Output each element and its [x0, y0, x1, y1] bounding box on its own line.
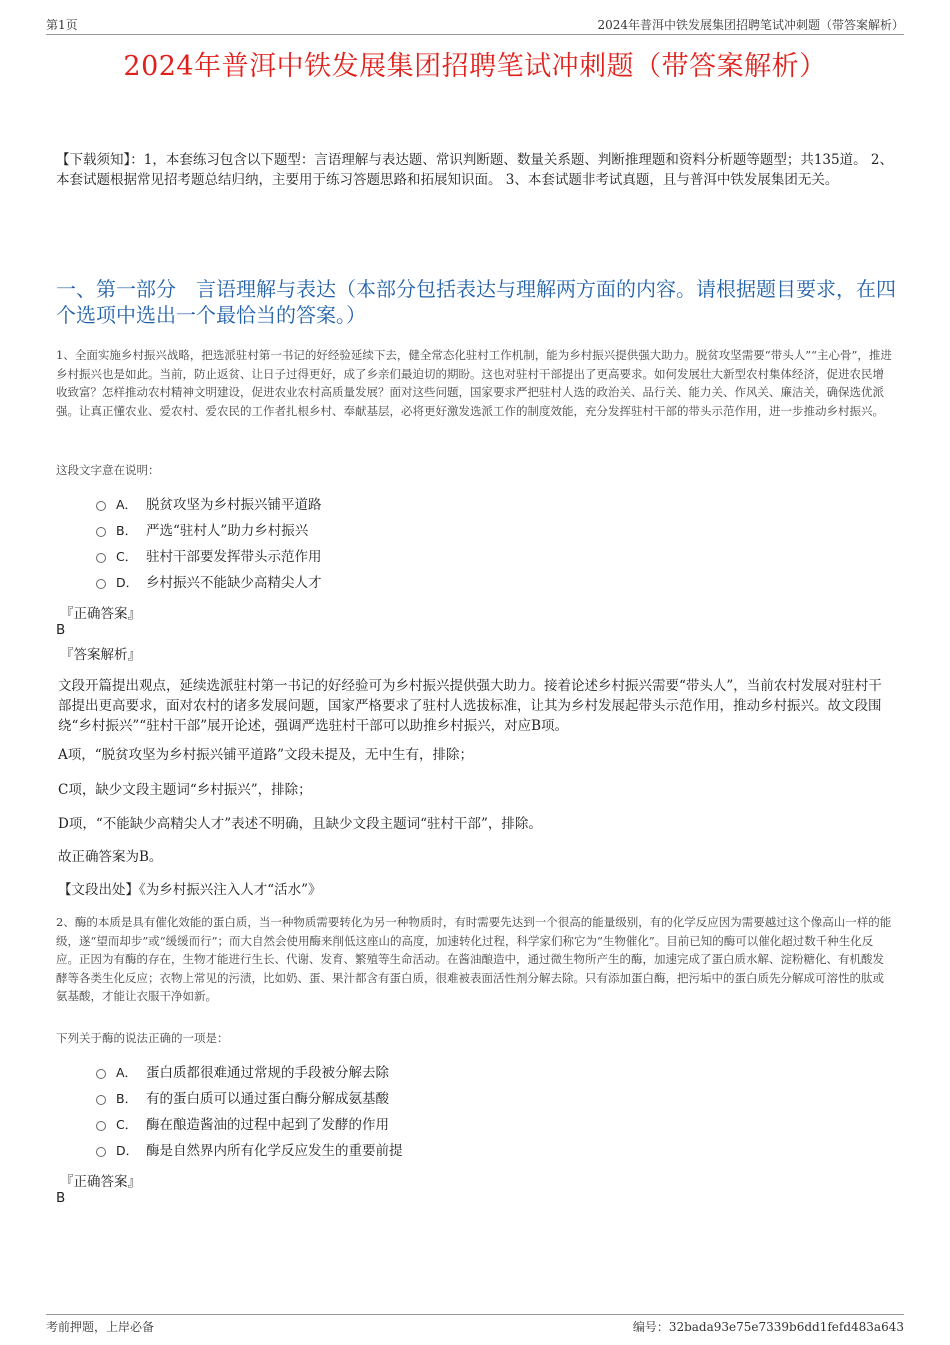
question-2-option-c[interactable]: C． 酶在酿造酱油的过程中起到了发酵的作用	[96, 1115, 389, 1135]
answer-label: 『正确答案』	[60, 606, 141, 622]
page-footer	[46, 1314, 904, 1333]
footer-slogan: 考前押题，上岸必备	[46, 1320, 155, 1334]
question-1-option-c[interactable]: C． 驻村干部要发挥带头示范作用	[96, 547, 322, 567]
question-2-option-d[interactable]: D． 酶是自然界内所有化学反应发生的重要前提	[96, 1141, 403, 1161]
question-2-option-a[interactable]: A． 蛋白质都很难通过常规的手段被分解去除	[96, 1063, 389, 1083]
analysis-paragraph: 文段开篇提出观点，延续选派驻村第一书记的好经验可为乡村振兴提供强大助力。接着论述乡村振兴需要“带头人”，当前农村发展对驻村干部提出更高要求，面对农村的诸多发展问题，国家严格要求了驻村人选拔标准，让其为乡村发展起带头示范作用，推动乡村振兴。故文段围绕“乡村振兴”“驻村干部”展开论述，强调严选驻村干部可以助推乡村振兴，对应B项。	[58, 678, 882, 734]
question-1-prompt: 这段文字意在说明：	[56, 463, 160, 477]
radio-icon[interactable]	[96, 1121, 106, 1131]
radio-icon[interactable]	[96, 553, 106, 563]
radio-icon[interactable]	[96, 1147, 106, 1157]
question-1-answer: B	[56, 622, 66, 638]
radio-icon[interactable]	[96, 1069, 106, 1079]
question-1-source: 【文段出处】《为乡村振兴注入人才“活水”》	[58, 882, 322, 898]
page-header	[46, 14, 904, 35]
question-2-answer: B	[56, 1190, 66, 1206]
page-title: 2024年普洱中铁发展集团招聘笔试冲刺题（带答案解析）	[123, 51, 827, 82]
analysis-option-c: C项，缺少文段主题词“乡村振兴”，排除；	[58, 782, 312, 798]
section-title: 一、第一部分 言语理解与表达（本部分包括表达与理解两方面的内容。请根据题目要求，在四个选项中选出一个最恰当的答案。）	[56, 277, 896, 327]
radio-icon[interactable]	[96, 501, 106, 511]
download-notice: 【下载须知】：1，本套练习包含以下题型：言语理解与表达题、常识判断题、数量关系题、判断推理题和资料分析题等题型；共135道。 2、本套试题根据常见招考题总结归纳，主要用于练习答题思路和拓展知识面。 3、本套试题非考试真题，且与普洱中铁发展集团无关。	[56, 152, 893, 188]
analysis-option-a: A项，“脱贫攻坚为乡村振兴铺平道路”文段未提及，无中生有，排除；	[58, 747, 474, 763]
analysis-label: 『答案解析』	[60, 647, 141, 663]
question-2-option-b[interactable]: B． 有的蛋白质可以通过蛋白酶分解成氨基酸	[96, 1089, 389, 1109]
analysis-option-d: D项，“不能缺少高精尖人才”表述不明确，且缺少文段主题词“驻村干部”，排除。	[58, 816, 542, 832]
question-1-option-b[interactable]: B． 严选“驻村人”助力乡村振兴	[96, 521, 308, 541]
question-2-stem: 2、酶的本质是具有催化效能的蛋白质，当一种物质需要转化为另一种物质时，有时需要先达到一个很高的能量级别，有的化学反应因为需要越过这个像高山一样的能级，遂“望而却步”或“缓缓而行”；而大自然会使用酶来削低这座山的高度，加速转化过程，科学家们称它为“生物催化”。目前已知的酶可以催化超过数千种生化反应。正因为有酶的存在，生物才能进行生长、代谢、发育、繁殖等生命活动。在酱油酿造中，通过微生物所产生的酶，加速完成了蛋白质水解、淀粉糖化、有机酸发酵等各类生化反应；衣物上常见的污渍，比如奶、蛋、果汁都含有蛋白质，很难被表面活性剂分解去除。只有添加蛋白酶，把污垢中的蛋白质先分解成可溶性的肽或氨基酸，才能让衣服干净如新。	[56, 915, 892, 1003]
analysis-conclusion: 故正确答案为B。	[58, 849, 163, 865]
question-1-option-d[interactable]: D． 乡村振兴不能缺少高精尖人才	[96, 573, 322, 593]
question-1-option-a[interactable]: A． 脱贫攻坚为乡村振兴铺平道路	[96, 495, 322, 515]
radio-icon[interactable]	[96, 1095, 106, 1105]
footer-serial: 编号：32bada93e75e7339b6dd1fefd483a643	[632, 1320, 904, 1334]
radio-icon[interactable]	[96, 579, 106, 589]
question-2-prompt: 下列关于酶的说法正确的一项是：	[56, 1031, 229, 1045]
page-number: 第1页	[46, 18, 78, 32]
radio-icon[interactable]	[96, 527, 106, 537]
answer-label: 『正确答案』	[60, 1174, 141, 1190]
question-1-stem: 1、全面实施乡村振兴战略，把选派驻村第一书记的好经验延续下去，健全常态化驻村工作机制，能为乡村振兴提供强大助力。脱贫攻坚需要“带头人”“主心骨”，推进乡村振兴也是如此。当前，防止返贫、让日子过得更好，成了乡亲们最迫切的期盼。这也对驻村干部提出了更高要求。如何发展壮大新型农村集体经济，促进农民增收致富？怎样推动农村精神文明建设，促进农业农村高质量发展？面对这些问题，国家要求严把驻村人选的政治关、品行关、能力关、作风关、廉洁关，确保选优派强。让真正懂农业、爱农村、爱农民的工作者扎根乡村、奉献基层，必将更好激发选派工作的制度效能，充分发挥驻村干部的带头示范作用，进一步推动乡村振兴。	[56, 348, 892, 418]
header-doc-title: 2024年普洱中铁发展集团招聘笔试冲刺题（带答案解析）	[597, 18, 904, 32]
